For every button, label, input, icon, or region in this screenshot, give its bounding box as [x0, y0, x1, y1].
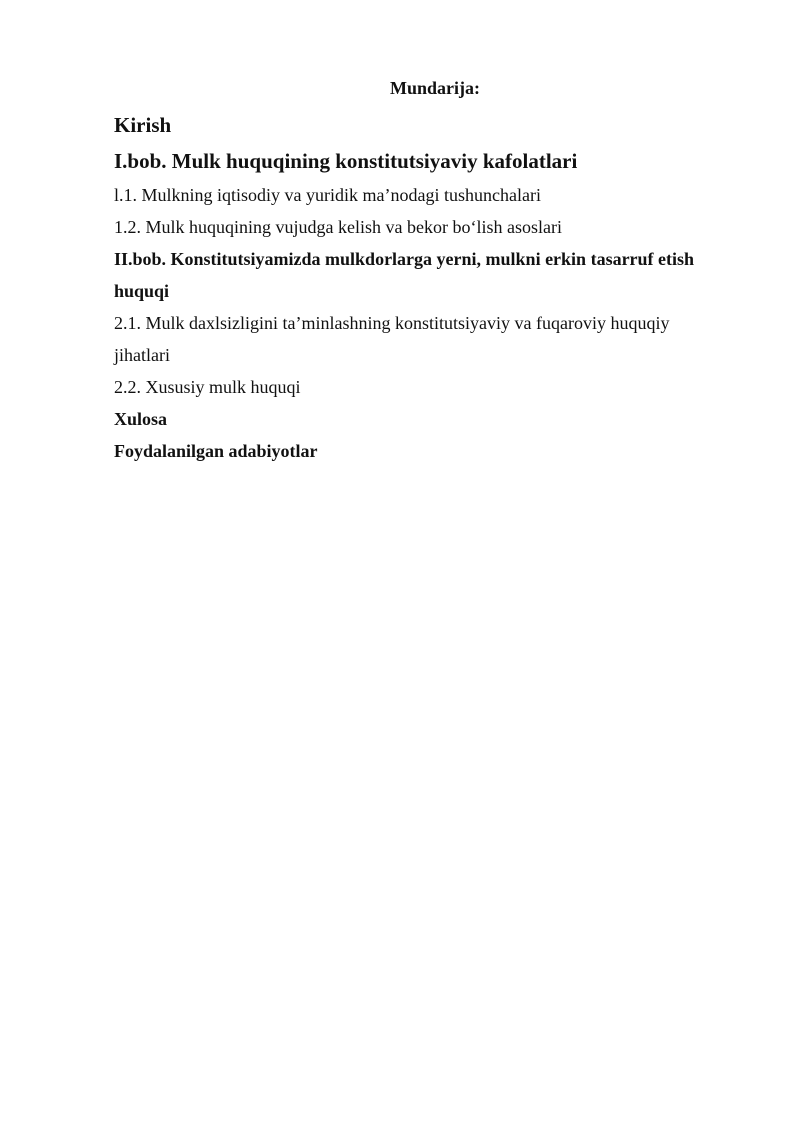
toc-title: Mundarija: [390, 78, 480, 98]
toc-entry-references: Foydalanilgan adabiyotlar [114, 441, 318, 461]
toc-entry-introduction: Kirish [114, 113, 172, 137]
toc-entry-conclusion: Xulosa [114, 409, 168, 429]
table-of-contents [114, 74, 726, 467]
toc-entry-section-1-2: 1.2. Mulk huquqining vujudga kelish va bekor bo‘lish asoslari [114, 217, 562, 237]
toc-entry-section-2-2: 2.2. Xususiy mulk huquqi [114, 377, 301, 397]
toc-entry-chapter-2: II.bob. Konstitutsiyamizda mulkdorlarga yerni, mulkni erkin tasarruf etish huquqi [114, 249, 695, 301]
toc-entry-section-1-1: l.1. Mulkning iqtisodiy va yuridik ma’nodagi tushunchalari [114, 185, 541, 205]
toc-entry-section-2-1: 2.1. Mulk daxlsizligini ta’minlashning konstitutsiyaviy va fuqaroviy huquqiy jihatlari [114, 313, 670, 365]
toc-entry-chapter-1: I.bob. Mulk huquqining konstitutsiyaviy kafolatlari [114, 149, 578, 173]
